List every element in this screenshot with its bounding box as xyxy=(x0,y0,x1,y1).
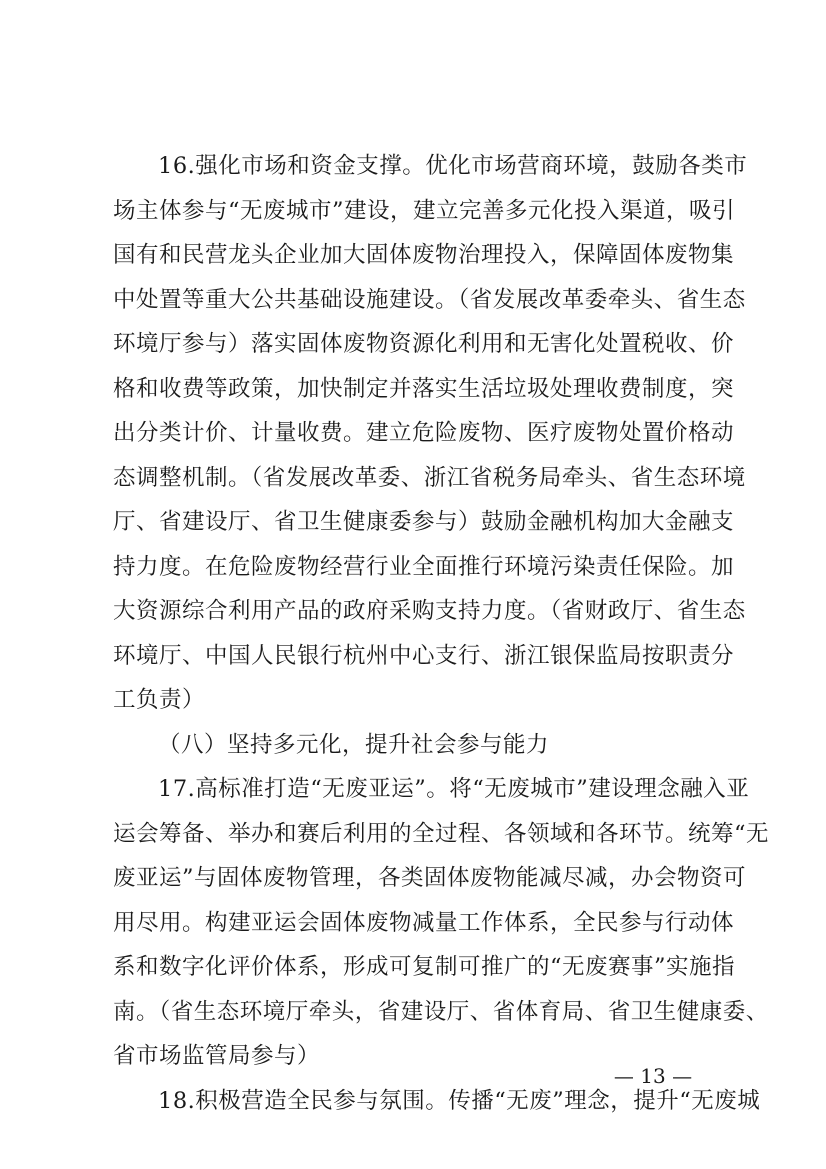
text-line: 出分类计价、计量收费。建立危险废物、医疗废物处置价格动 xyxy=(113,420,735,446)
text-line: 态调整机制。（省发展改革委、浙江省税务局牵头、省生态环境 xyxy=(113,464,746,491)
text-line: 厅、省建设厅、省卫生健康委参与）鼓励金融机构加大金融支 xyxy=(113,509,735,535)
text-line: 省市场监管局参与） xyxy=(113,1043,321,1069)
text-line: 工负责） xyxy=(113,687,206,713)
text-line: 17.高标准打造“无废亚运”。将“无废城市”建设理念融入亚 xyxy=(158,776,750,802)
section-heading: （八）坚持多元化，提升社会参与能力 xyxy=(158,731,550,758)
text-line: 18.积极营造全民参与氛围。传播“无废”理念，提升“无废城 xyxy=(158,1087,761,1114)
text-line: 持力度。在危险废物经营行业全面推行环境污染责任保险。加 xyxy=(113,553,735,580)
text-line: 系和数字化评价体系，形成可复制可推广的“无废赛事”实施指 xyxy=(113,954,736,980)
text-line: 用尽用。构建亚运会固体废物减量工作体系，全民参与行动体 xyxy=(113,909,735,936)
text-line: 大资源综合利用产品的政府采购支持力度。（省财政厅、省生态 xyxy=(113,598,746,624)
text-line: 中处置等重大公共基础设施建设。（省发展改革委牵头、省生态 xyxy=(113,286,746,313)
text-line: 运会筹备、举办和赛后利用的全过程、各领域和各环节。统筹“无 xyxy=(113,820,770,847)
text-line: 格和收费等政策，加快制定并落实生活垃圾处理收费制度，突 xyxy=(113,375,735,402)
text-line: 16.强化市场和资金支撑。优化市场营商环境，鼓励各类市 xyxy=(158,153,748,179)
text-line: 场主体参与“无废城市”建设，建立完善多元化投入渠道，吸引 xyxy=(113,197,736,224)
page-number: — 13 — xyxy=(613,1064,693,1088)
text-line: 环境厅参与）落实固体废物资源化利用和无害化处置税收、价 xyxy=(113,331,735,357)
text-line: 环境厅、中国人民银行杭州中心支行、浙江银保监局按职责分 xyxy=(113,642,735,669)
text-line: 南。（省生态环境厅牵头，省建设厅、省体育局、省卫生健康委、 xyxy=(113,998,769,1025)
text-line: 国有和民营龙头企业加大固体废物治理投入，保障固体废物集 xyxy=(113,242,735,268)
text-line: 废亚运”与固体废物管理，各类固体废物能减尽减，办会物资可 xyxy=(113,865,747,891)
